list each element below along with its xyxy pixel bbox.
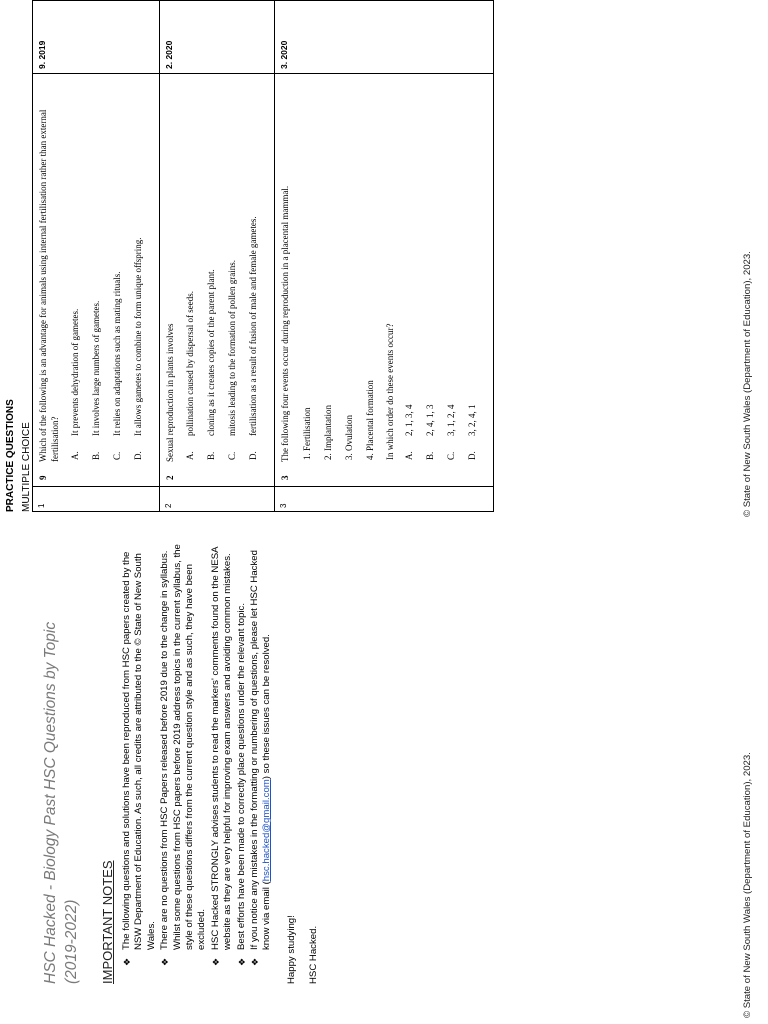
option: B. 2, 4, 1, 3 <box>425 404 435 460</box>
options-list <box>184 74 259 460</box>
bullet-icon: ❖ <box>210 957 221 966</box>
bullet-icon: ❖ <box>160 957 171 966</box>
option: C. It relies on adaptations such as mating rituals. <box>112 271 122 460</box>
option: A. It prevents dehydration of gametes. <box>70 308 80 460</box>
question-source: 9. 2019 <box>33 1 160 74</box>
intro-section <box>40 544 319 984</box>
options-list <box>69 74 144 460</box>
footer-copyright-left: © State of New South Wales (Department of Education), 2023. <box>742 752 753 1018</box>
event-item: 3. Ovulation <box>344 415 354 460</box>
question-row <box>275 1 494 512</box>
question-cell <box>33 74 160 487</box>
note-item: ❖ HSC Hacked STRONGLY advises students to read the markers' comments found on the NESA website as they are very helpful for improving exam answers and avoiding common mistakes. <box>209 547 234 966</box>
notes-heading: IMPORTANT NOTES <box>100 860 115 984</box>
question-cell <box>275 74 494 487</box>
option: D. It allows gametes to combine to form unique offspring. <box>133 237 143 460</box>
event-item: 2. Implantation <box>323 405 333 460</box>
question-stem: Sexual reproduction in plants involves <box>165 323 175 462</box>
option: A. 2, 1, 3, 4 <box>404 404 414 460</box>
practice-questions-heading: PRACTICE QUESTIONS <box>5 399 16 512</box>
question-index: 1 <box>33 487 160 512</box>
questions-table <box>32 0 494 512</box>
events-list <box>301 74 376 460</box>
question-index: 2 <box>160 487 275 512</box>
event-item: 4. Placental formation <box>365 380 375 460</box>
email-link[interactable]: hsc.hacked@gmail.com <box>261 779 273 882</box>
footer-copyright-right: © State of New South Wales (Department of Education), 2023. <box>742 251 753 517</box>
option: D. 3, 2, 4, 1 <box>467 404 477 460</box>
notes-list <box>121 544 274 984</box>
option: D. fertilisation as a result of fusion of male and female gametes. <box>248 216 258 460</box>
option: C. 3, 1, 2, 4 <box>446 404 456 460</box>
bullet-icon: ❖ <box>122 957 132 966</box>
question-index: 3 <box>275 487 494 512</box>
question-cell <box>160 74 275 487</box>
option: B. cloning as it creates copies of the parent plant. <box>206 269 216 460</box>
multiple-choice-heading: MULTIPLE CHOICE <box>21 422 32 512</box>
question-stem: The following four events occur during reproduction in a placental mammal. <box>280 185 290 462</box>
question-row <box>160 1 275 512</box>
question-number: 9 <box>38 475 48 480</box>
order-question: In which order do these events occur? <box>385 323 395 460</box>
option: A. pollination caused by dispersal of seeds. <box>185 291 195 460</box>
question-number: 3 <box>280 475 290 480</box>
options-list <box>403 74 478 460</box>
document-title-years: (2019-2022) <box>63 899 80 984</box>
bullet-icon: ❖ <box>236 957 247 966</box>
signature-text: HSC Hacked. <box>307 925 319 984</box>
event-item: 1. Fertilisation <box>302 407 312 460</box>
question-source: 2. 2020 <box>160 1 275 74</box>
option: B. It involves large numbers of gametes. <box>91 300 101 460</box>
note-item: ❖ If you notice any mistakes in the formatting or numbering of questions, please let HSC Hacked know via email (hsc.hacked@gmail.com) so these issues can be resolved. <box>249 550 273 966</box>
question-stem: Which of the following is an advantage for animals using internal fertilisation rather than external fertilisation? <box>38 109 60 462</box>
document-title: HSC Hacked - Biology Past HSC Questions by Topic <box>42 621 59 984</box>
note-item: ❖ Best efforts have been made to correctly place questions under the relevant topic. <box>235 602 247 966</box>
bullet-icon: ❖ <box>250 957 261 966</box>
note-item: ❖ There are no questions from HSC Papers released before 2019 due to the change in syllabus. Whilst some questions from HSC papers before 2019 address topics in the current syllabus, the style of these questions differs from the current question style and as such, they have been excluded. <box>159 544 208 966</box>
question-number: 2 <box>165 475 175 480</box>
question-source: 3. 2020 <box>275 1 494 74</box>
option: C. mitosis leading to the formation of pollen grains. <box>227 260 237 460</box>
note-item: ❖ The following questions and solutions have been reproduced from HSC papers created by the NSW Department of Education. As such, all credits are attributed to the © State of New South Wales. <box>121 551 157 966</box>
question-row <box>33 1 160 512</box>
closing-text: Happy studying! <box>285 915 297 984</box>
